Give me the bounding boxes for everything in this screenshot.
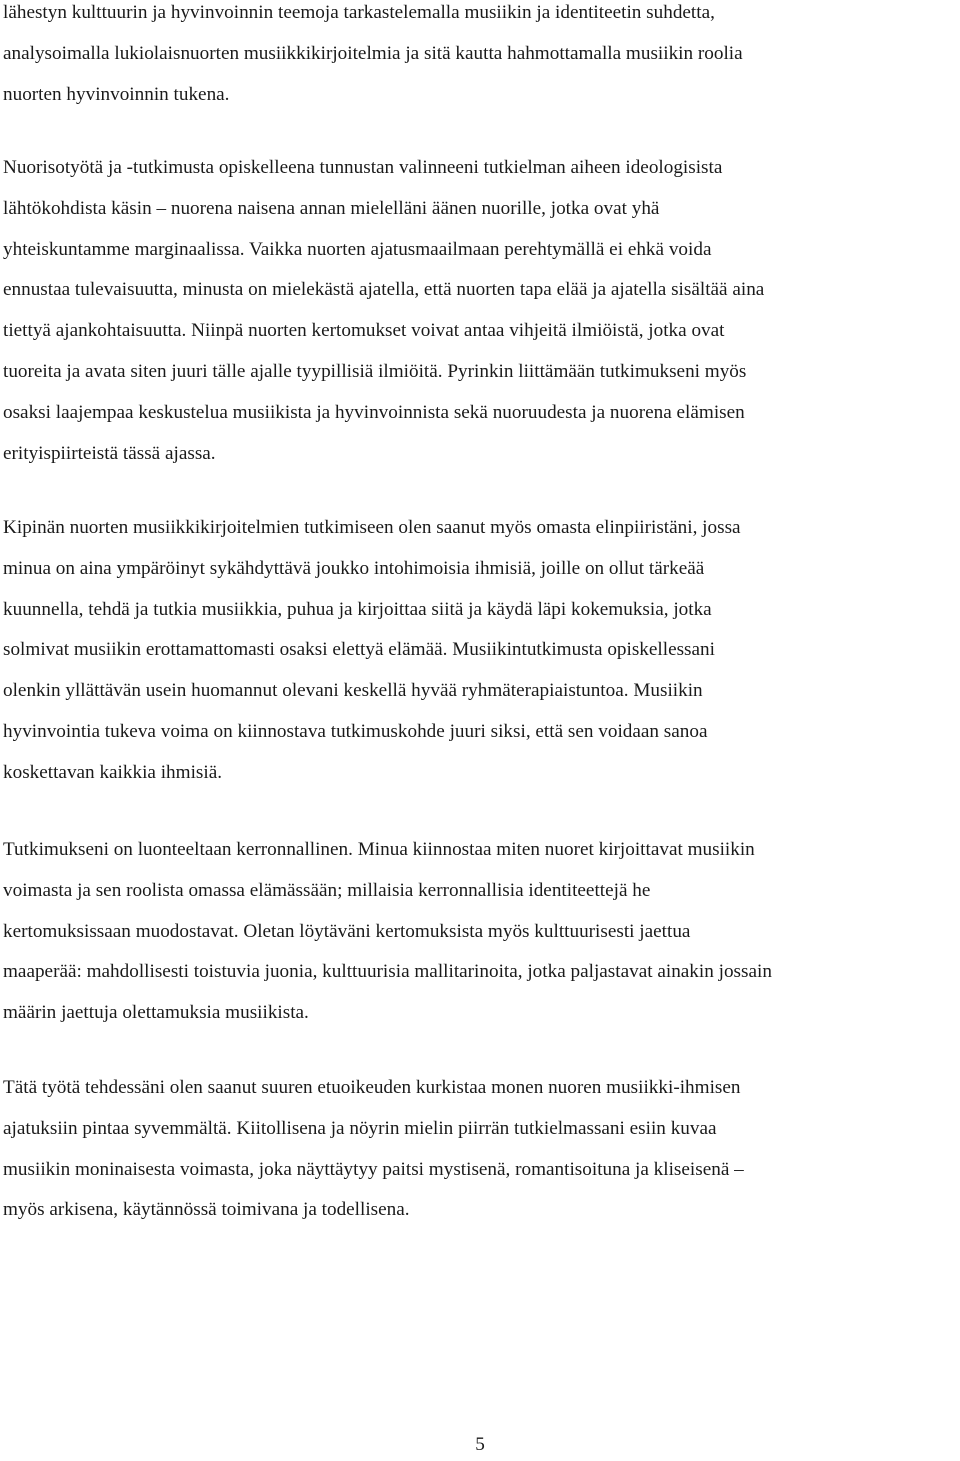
paragraph-line: Kipinän nuorten musiikkikirjoitelmien tutkimiseen olen saanut myös omasta elinpiiristäni, jossa <box>3 517 741 538</box>
paragraph-line: erityispiirteistä tässä ajassa. <box>3 442 216 464</box>
paragraph-line: yhteiskuntamme marginaalissa. Vaikka nuorten ajatusmaailmaan perehtymällä ei ehkä voida <box>3 238 712 260</box>
paragraph-line: ennustaa tulevaisuutta, minusta on mielekästä ajatella, että nuorten tapa elää ja ajatella sisältää aina <box>3 279 765 301</box>
paragraph-line: nuorten hyvinvoinnin tukena. <box>3 83 230 105</box>
paragraph-line: lähtökohdista käsin – nuorena naisena annan mielelläni äänen nuorille, jotka ovat yhä <box>3 197 660 219</box>
paragraph-line: myös arkisena, käytännössä toimivana ja todellisena. <box>3 1199 410 1221</box>
paragraph-line: maaperää: mahdollisesti toistuvia juonia, kulttuurisia mallitarinoita, jotka paljastavat ainakin jossain <box>3 961 772 983</box>
paragraph-5 <box>3 1068 744 1231</box>
paragraph-line: solmivat musiikin erottamattomasti osaksi elettyä elämää. Musiikintutkimusta opiskellessani <box>3 639 715 661</box>
paragraph-line: minua on aina ympäröinyt sykähdyttävä joukko intohimoisia ihmisiä, joille on ollut tärkeää <box>3 557 705 579</box>
paragraph-line: Tutkimukseni on luonteeltaan kerronnallinen. Minua kiinnostaa miten nuoret kirjoittavat musiikin <box>3 839 755 860</box>
paragraph-line: voimasta ja sen roolista omassa elämässään; millaisia kerronnallisia identiteettejä he <box>3 879 651 901</box>
paragraph-line: Nuorisotyötä ja -tutkimusta opiskelleena tunnustan valinneeni tutkielman aiheen ideologisista <box>3 157 723 178</box>
paragraph-line: olenkin yllättävän usein huomannut olevani keskellä hyvää ryhmäterapiaistuntoa. Musiikin <box>3 680 703 702</box>
paragraph-line: ajatuksiin pintaa syvemmältä. Kiitollisena ja nöyrin mielin piirrän tutkielmassani esiin kuvaa <box>3 1117 717 1139</box>
paragraph-line: musiikin moninaisesta voimasta, joka näyttäytyy paitsi mystisenä, romantisoituna ja kliseisenä – <box>3 1158 744 1180</box>
paragraph-line: lähestyn kulttuurin ja hyvinvoinnin teemoja tarkastelemalla musiikin ja identiteetin suhdetta, <box>3 2 715 23</box>
paragraph-line: hyvinvointia tukeva voima on kiinnostava tutkimuskohde juuri siksi, että sen voidaan sanoa <box>3 720 708 742</box>
paragraph-line: tuoreita ja avata siten juuri tälle ajalle tyypillisiä ilmiöitä. Pyrinkin liittämään tutkimukseni myös <box>3 360 747 382</box>
paragraph-line: tiettyä ajankohtaisuutta. Niinpä nuorten kertomukset voivat antaa vihjeitä ilmiöistä, jotka ovat <box>3 320 725 342</box>
paragraph-1 <box>3 0 743 115</box>
paragraph-line: kuunnella, tehdä ja tutkia musiikkia, puhua ja kirjoittaa siitä ja käydä läpi kokemuksia, jotka <box>3 598 712 620</box>
paragraph-line: analysoimalla lukiolaisnuorten musiikkikirjoitelmia ja sitä kautta hahmottamalla musiikin roolia <box>3 42 743 64</box>
paragraph-line: koskettavan kaikkia ihmisiä. <box>3 761 223 783</box>
paragraph-2 <box>3 148 764 474</box>
paragraph-line: määrin jaettuja olettamuksia musiikista. <box>3 1002 309 1024</box>
paragraph-line: osaksi laajempaa keskustelua musiikista ja hyvinvoinnista sekä nuoruudesta ja nuorena elämisen <box>3 401 745 423</box>
page-number: 5 <box>475 1434 485 1455</box>
paragraph-3 <box>3 508 741 794</box>
paragraph-line: Tätä työtä tehdessäni olen saanut suuren etuoikeuden kurkistaa monen nuoren musiikki-ihmisen <box>3 1077 741 1098</box>
paragraph-4 <box>3 830 772 1034</box>
paragraph-line: kertomuksissaan muodostavat. Oletan löytäväni kertomuksista myös kulttuurisesti jaettua <box>3 920 691 942</box>
